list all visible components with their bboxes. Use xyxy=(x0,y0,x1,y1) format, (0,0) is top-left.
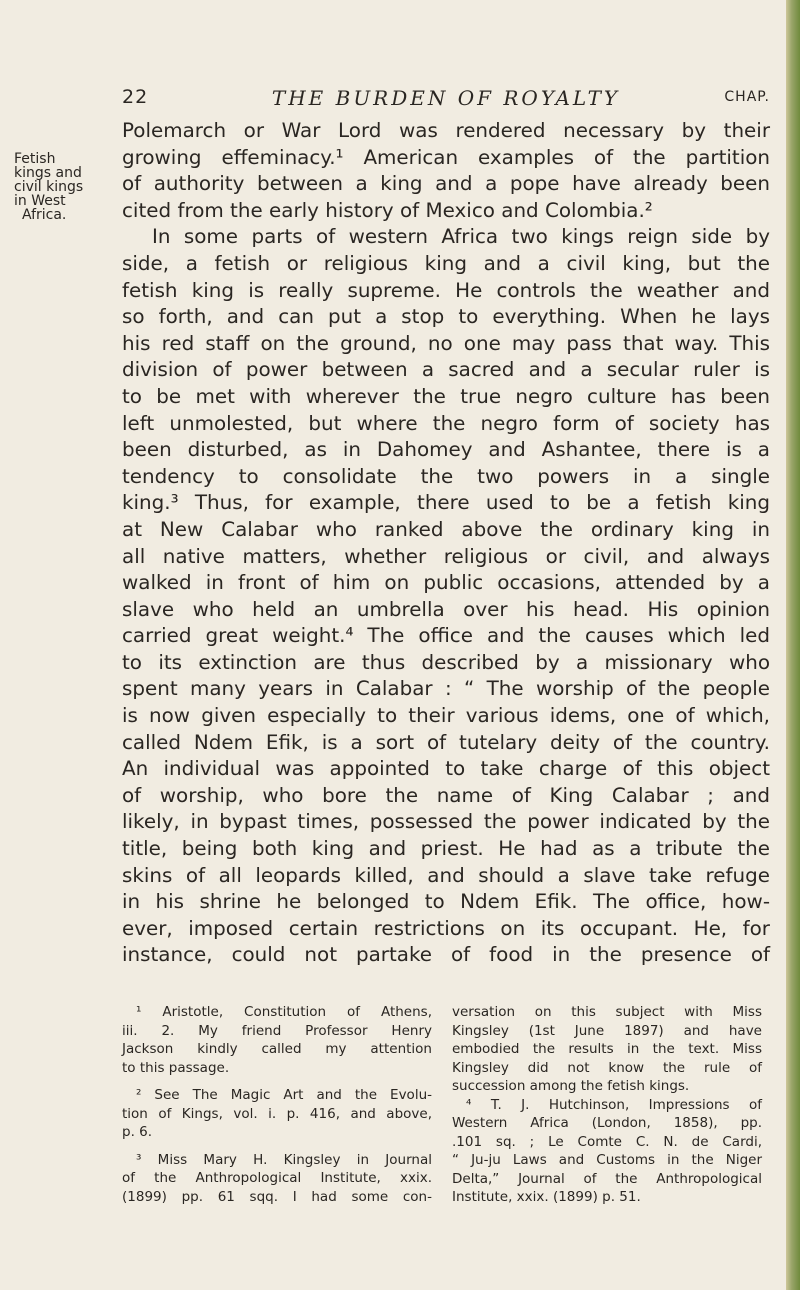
text-line: instance, could not partake of food in the presence of xyxy=(122,943,770,967)
sidenote-line: in West xyxy=(14,193,66,209)
footnote-line: tion of Kings, vol. i. p. 416, and above, xyxy=(122,1105,432,1122)
footnote-line: ³ Miss Mary H. Kingsley in Journal xyxy=(136,1151,432,1168)
page-number: 22 xyxy=(122,86,149,108)
margin-sidenote xyxy=(14,151,84,223)
text-line: to its extinction are thus described by a missionary who xyxy=(122,650,770,674)
text-line: king.³ Thus, for example, there used to be a fetish king xyxy=(122,491,770,515)
sidenote-line: Africa. xyxy=(22,207,67,223)
text-line: carried great weight.⁴ The office and the causes which led xyxy=(122,624,770,648)
text-line: all native matters, whether religious or civil, and always xyxy=(122,544,770,568)
footnote-line: Kingsley (1st June 1897) and have xyxy=(452,1022,762,1039)
text-line: side, a fetish or religious king and a civil king, but the xyxy=(122,251,770,275)
footnote-line: ⁴ T. J. Hutchinson, Impressions of xyxy=(466,1096,762,1113)
text-line: left unmolested, but where the negro form of society has xyxy=(122,411,770,435)
text-line: tendency to consolidate the two powers in a single xyxy=(122,464,770,488)
sidenote-line: Fetish xyxy=(14,151,56,167)
running-header xyxy=(122,86,770,116)
text-line: spent many years in Calabar : “ The worship of the people xyxy=(122,677,770,701)
body-text xyxy=(122,118,770,969)
footnote-line: Kingsley did not know the rule of xyxy=(452,1059,762,1076)
footnotes-left-column xyxy=(122,1003,432,1206)
footnote-line: p. 6. xyxy=(122,1124,153,1140)
text-line: division of power between a sacred and a secular ruler is xyxy=(122,358,770,382)
footnote-line: of the Anthropological Institute, xxix. xyxy=(122,1170,432,1186)
text-line: his red staff on the ground, no one may pass that way. This xyxy=(122,331,770,355)
page-edge xyxy=(786,0,800,1290)
text-line: of worship, who bore the name of King Calabar ; and xyxy=(122,783,770,807)
text-line: called Ndem Efik, is a sort of tutelary deity of the country. xyxy=(122,730,770,754)
text-line: growing effeminacy.¹ American examples of the partition xyxy=(122,145,770,169)
text-line: An individual was appointed to take charge of this object xyxy=(122,757,770,781)
text-line: so forth, and can put a stop to everything. When he lays xyxy=(122,305,770,329)
footnote-line: to this passage. xyxy=(122,1059,230,1076)
footnote-line: ² See The Magic Art and the Evolu- xyxy=(136,1087,432,1103)
footnote-line: succession among the fetish kings. xyxy=(452,1078,690,1094)
footnote-line: Institute, xxix. (1899) p. 51. xyxy=(452,1189,641,1205)
chapter-label: CHAP. xyxy=(724,89,770,105)
footnote-line: (1899) pp. 61 sqq. I had some con- xyxy=(122,1188,432,1205)
text-line: fetish king is really supreme. He controls the weather and xyxy=(122,278,770,302)
footnotes-right-column xyxy=(452,1003,762,1207)
sidenote-line: kings and xyxy=(14,165,82,181)
running-title: THE BURDEN OF ROYALTY xyxy=(271,86,621,110)
text-line: likely, in bypast times, possessed the power indicated by the xyxy=(122,810,770,834)
text-line: cited from the early history of Mexico and Colombia.² xyxy=(122,198,653,222)
sidenote-line: civil kings xyxy=(14,179,84,195)
footnote-line: “ Ju-ju Laws and Customs in the Niger xyxy=(452,1152,762,1168)
footnote-line: embodied the results in the text. Miss xyxy=(452,1041,762,1057)
footnote-line: ¹ Aristotle, Constitution of Athens, xyxy=(136,1004,432,1020)
text-line: in his shrine he belonged to Ndem Efik. The office, how- xyxy=(122,890,770,914)
text-line: ever, imposed certain restrictions on its occupant. He, for xyxy=(122,916,770,940)
text-line: skins of all leopards killed, and should a slave take refuge xyxy=(122,863,770,887)
footnote-line: versation on this subject with Miss xyxy=(452,1004,762,1020)
text-line: been disturbed, as in Dahomey and Ashantee, there is a xyxy=(122,438,770,462)
footnote-line: Delta,” Journal of the Anthropological xyxy=(452,1170,762,1187)
text-line: at New Calabar who ranked above the ordinary king in xyxy=(122,517,770,541)
text-line: slave who held an umbrella over his head. His opinion xyxy=(122,597,770,621)
text-line: to be met with wherever the true negro culture has been xyxy=(122,384,770,408)
text-line: title, being both king and priest. He had as a tribute the xyxy=(122,837,770,861)
footnote-line: iii. 2. My friend Professor Henry xyxy=(122,1022,432,1039)
text-line: of authority between a king and a pope have already been xyxy=(122,172,770,196)
text-line: is now given especially to their various idems, one of which, xyxy=(122,704,770,728)
text-line: Polemarch or War Lord was rendered necessary by their xyxy=(122,119,770,142)
text-line: In some parts of western Africa two kings reign side by xyxy=(152,225,770,249)
text-line: walked in front of him on public occasions, attended by a xyxy=(122,571,770,595)
footnote-line: .101 sq. ; Le Comte C. N. de Cardi, xyxy=(452,1133,762,1150)
footnote-line: Western Africa (London, 1858), pp. xyxy=(452,1115,762,1131)
footnote-line: Jackson kindly called my attention xyxy=(122,1041,432,1057)
